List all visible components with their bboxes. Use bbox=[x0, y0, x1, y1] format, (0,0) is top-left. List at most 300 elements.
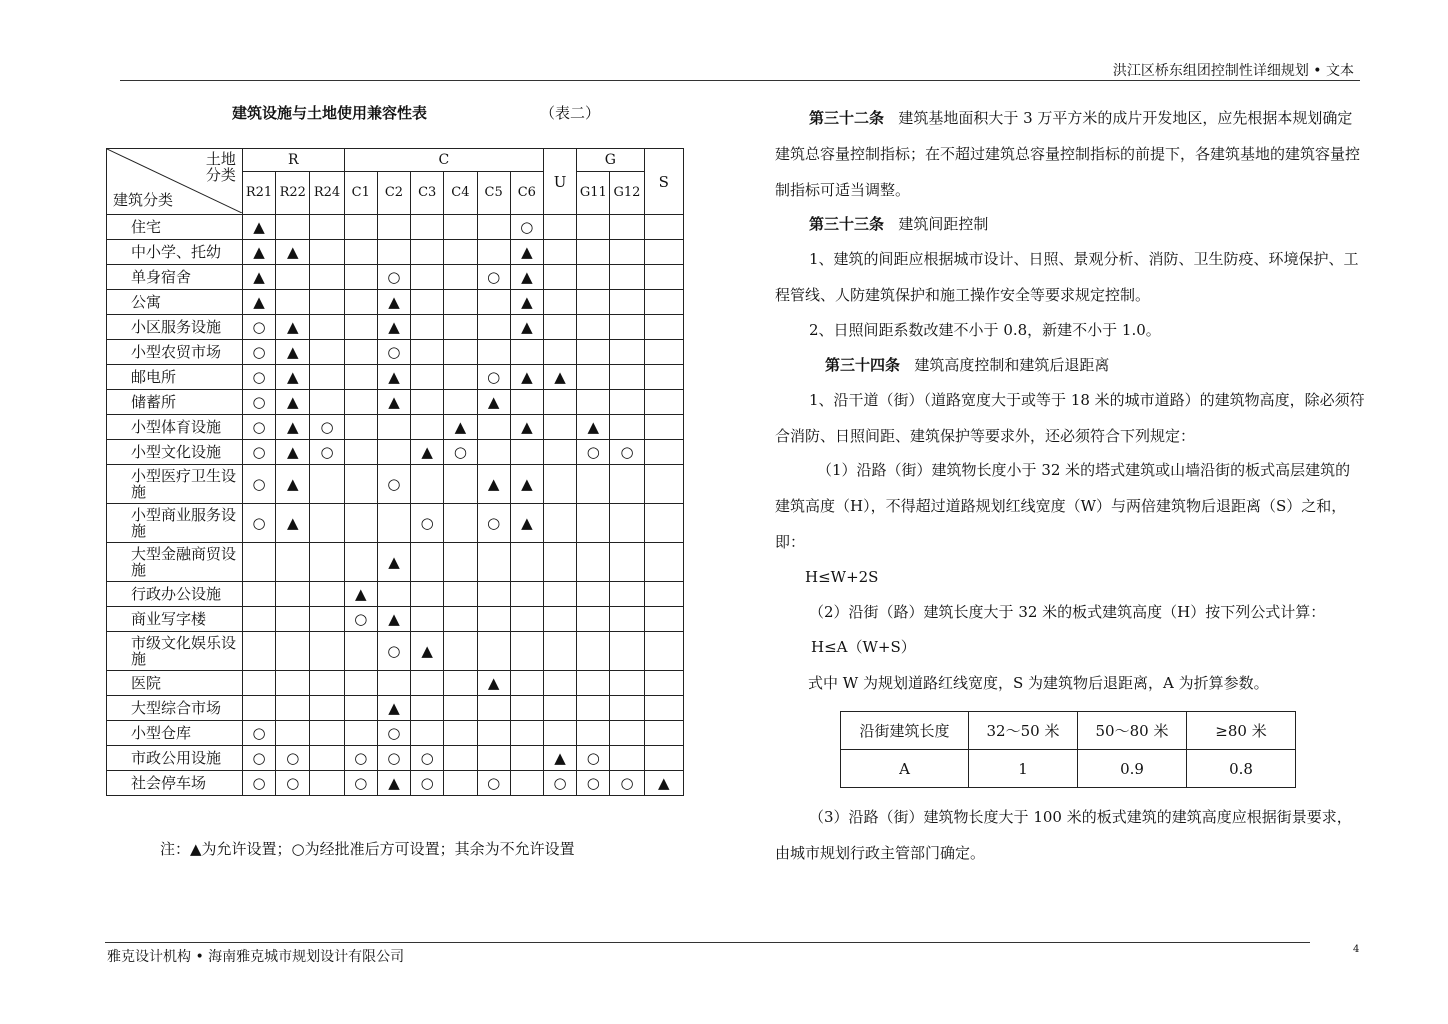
empty-cell bbox=[310, 340, 344, 365]
table-row bbox=[107, 240, 684, 265]
empty-cell bbox=[344, 465, 377, 504]
empty-cell bbox=[543, 215, 576, 240]
param-header: 50～80 米 bbox=[1078, 712, 1187, 750]
footer-organization: 雅克设计机构 • 海南雅克城市规划设计有限公司 bbox=[107, 949, 405, 965]
table-row bbox=[107, 632, 684, 671]
empty-cell bbox=[310, 390, 344, 415]
empty-cell bbox=[276, 696, 310, 721]
article-34-title: 第三十四条 bbox=[825, 356, 901, 374]
col-header: C3 bbox=[411, 172, 444, 215]
permitted-mark: ▲ bbox=[377, 290, 410, 315]
empty-cell bbox=[444, 746, 477, 771]
footer-rule bbox=[105, 942, 1310, 943]
empty-cell bbox=[310, 465, 344, 504]
permitted-mark: ▲ bbox=[377, 543, 410, 582]
empty-cell bbox=[344, 696, 377, 721]
empty-cell bbox=[477, 543, 510, 582]
empty-cell bbox=[411, 340, 444, 365]
empty-cell bbox=[377, 240, 410, 265]
conditional-mark: ○ bbox=[242, 365, 275, 390]
formula-1: H≤W+2S bbox=[805, 568, 879, 586]
conditional-mark: ○ bbox=[477, 365, 510, 390]
table-title: 建筑设施与土地使用兼容性表 bbox=[232, 104, 428, 122]
permitted-mark: ▲ bbox=[510, 415, 543, 440]
article-32-body: 建筑基地面积大于 3 万平方米的成片开发地区，应先根据本规划确定建筑总容量控制指标；在不超过建筑总容量控制指标的前提下，各建筑基地的建筑容量控制指标可适当调整。 bbox=[775, 109, 1361, 199]
conditional-mark: ○ bbox=[377, 632, 410, 671]
empty-cell bbox=[577, 340, 610, 365]
empty-cell bbox=[444, 465, 477, 504]
conditional-mark: ○ bbox=[477, 771, 510, 796]
empty-cell bbox=[577, 721, 610, 746]
empty-cell bbox=[344, 543, 377, 582]
empty-cell bbox=[242, 671, 275, 696]
empty-cell bbox=[510, 632, 543, 671]
article-33-para-2: 2、日照间距系数改建不小于 0.8，新建不小于 1.0。 bbox=[809, 321, 1161, 339]
permitted-mark: ▲ bbox=[510, 465, 543, 504]
conditional-mark: ○ bbox=[510, 215, 543, 240]
empty-cell bbox=[577, 671, 610, 696]
empty-cell bbox=[411, 215, 444, 240]
empty-cell bbox=[543, 607, 576, 632]
row-label: 小型体育设施 bbox=[107, 415, 243, 440]
empty-cell bbox=[477, 746, 510, 771]
conditional-mark: ○ bbox=[477, 504, 510, 543]
empty-cell bbox=[610, 290, 644, 315]
col-header: G11 bbox=[577, 172, 610, 215]
permitted-mark: ▲ bbox=[510, 315, 543, 340]
empty-cell bbox=[644, 240, 683, 265]
empty-cell bbox=[377, 415, 410, 440]
empty-cell bbox=[310, 746, 344, 771]
conditional-mark: ○ bbox=[242, 340, 275, 365]
empty-cell bbox=[644, 746, 683, 771]
empty-cell bbox=[477, 315, 510, 340]
table-subtitle: （表二） bbox=[540, 104, 601, 122]
permitted-mark: ▲ bbox=[644, 771, 683, 796]
table-row bbox=[107, 365, 684, 390]
article-34-para-1: 1、沿干道（街）（道路宽度大于或等于 18 米的城市道路）的建筑物高度，除必须符合消防、日照间距、建筑保护等要求外，还必须符合下列规定： bbox=[775, 391, 1365, 445]
group-header-r: R bbox=[242, 149, 344, 172]
empty-cell bbox=[411, 315, 444, 340]
group-header-g: G bbox=[577, 149, 644, 172]
empty-cell bbox=[610, 340, 644, 365]
row-label: 住宅 bbox=[107, 215, 243, 240]
empty-cell bbox=[276, 215, 310, 240]
conditional-mark: ○ bbox=[377, 340, 410, 365]
empty-cell bbox=[377, 671, 410, 696]
empty-cell bbox=[344, 440, 377, 465]
empty-cell bbox=[444, 340, 477, 365]
empty-cell bbox=[543, 315, 576, 340]
row-label: 大型金融商贸设施 bbox=[107, 543, 243, 582]
conditional-mark: ○ bbox=[377, 721, 410, 746]
empty-cell bbox=[610, 465, 644, 504]
empty-cell bbox=[610, 315, 644, 340]
conditional-mark: ○ bbox=[543, 771, 576, 796]
empty-cell bbox=[610, 365, 644, 390]
table-row bbox=[107, 315, 684, 340]
empty-cell bbox=[310, 215, 344, 240]
empty-cell bbox=[242, 582, 275, 607]
table-row bbox=[107, 771, 684, 796]
permitted-mark: ▲ bbox=[510, 265, 543, 290]
permitted-mark: ▲ bbox=[276, 315, 310, 340]
table-row bbox=[107, 265, 684, 290]
conditional-mark: ○ bbox=[444, 440, 477, 465]
conditional-mark: ○ bbox=[310, 440, 344, 465]
col-header: R22 bbox=[276, 172, 310, 215]
empty-cell bbox=[510, 440, 543, 465]
empty-cell bbox=[444, 215, 477, 240]
empty-cell bbox=[543, 390, 576, 415]
empty-cell bbox=[644, 215, 683, 240]
conditional-mark: ○ bbox=[276, 771, 310, 796]
table-row bbox=[107, 746, 684, 771]
empty-cell bbox=[377, 440, 410, 465]
empty-cell bbox=[543, 632, 576, 671]
empty-cell bbox=[644, 340, 683, 365]
article-34 bbox=[775, 347, 1365, 383]
empty-cell bbox=[610, 671, 644, 696]
table-row bbox=[107, 721, 684, 746]
row-label: 市级文化娱乐设施 bbox=[107, 632, 243, 671]
empty-cell bbox=[644, 415, 683, 440]
row-label: 小型仓库 bbox=[107, 721, 243, 746]
conditional-mark: ○ bbox=[310, 415, 344, 440]
table-row bbox=[107, 671, 684, 696]
empty-cell bbox=[411, 607, 444, 632]
table-row bbox=[107, 465, 684, 504]
empty-cell bbox=[411, 543, 444, 582]
empty-cell bbox=[543, 465, 576, 504]
group-header-u: U bbox=[543, 149, 576, 215]
permitted-mark: ▲ bbox=[242, 265, 275, 290]
empty-cell bbox=[543, 340, 576, 365]
conditional-mark: ○ bbox=[377, 465, 410, 504]
empty-cell bbox=[577, 315, 610, 340]
empty-cell bbox=[276, 543, 310, 582]
article-34-para-5: （3）沿路（街）建筑物长度大于 100 米的板式建筑的建筑高度应根据街景要求，由城市规划行政主管部门确定。 bbox=[775, 808, 1352, 862]
table-row bbox=[107, 415, 684, 440]
empty-cell bbox=[377, 504, 410, 543]
table-row bbox=[107, 390, 684, 415]
table-row bbox=[107, 215, 684, 240]
conditional-mark: ○ bbox=[242, 415, 275, 440]
row-label: 大型综合市场 bbox=[107, 696, 243, 721]
col-header: C2 bbox=[377, 172, 410, 215]
permitted-mark: ▲ bbox=[477, 671, 510, 696]
empty-cell bbox=[577, 504, 610, 543]
empty-cell bbox=[543, 721, 576, 746]
row-label: 中小学、托幼 bbox=[107, 240, 243, 265]
permitted-mark: ▲ bbox=[344, 582, 377, 607]
empty-cell bbox=[610, 504, 644, 543]
empty-cell bbox=[610, 543, 644, 582]
page-number: 4 bbox=[1353, 944, 1360, 955]
empty-cell bbox=[344, 290, 377, 315]
article-34-para-2: （1）沿路（街）建筑物长度小于 32 米的塔式建筑或山墙沿街的板式高层建筑的建筑高度（H），不得超过道路规划红线宽度（W）与两倍建筑物后退距离（S）之和，即： bbox=[775, 461, 1351, 551]
empty-cell bbox=[242, 543, 275, 582]
empty-cell bbox=[610, 265, 644, 290]
col-header: C4 bbox=[444, 172, 477, 215]
row-label: 单身宿舍 bbox=[107, 265, 243, 290]
empty-cell bbox=[444, 315, 477, 340]
table-note: 注：▲为允许设置；○为经批准后方可设置；其余为不允许设置 bbox=[160, 840, 575, 858]
empty-cell bbox=[477, 415, 510, 440]
table-row bbox=[107, 340, 684, 365]
conditional-mark: ○ bbox=[577, 771, 610, 796]
empty-cell bbox=[477, 440, 510, 465]
empty-cell bbox=[344, 365, 377, 390]
corner-building-label: 建筑分类 bbox=[113, 191, 174, 209]
article-33-heading: 建筑间距控制 bbox=[898, 215, 989, 233]
empty-cell bbox=[543, 696, 576, 721]
permitted-mark: ▲ bbox=[276, 504, 310, 543]
row-label: 小型文化设施 bbox=[107, 440, 243, 465]
empty-cell bbox=[577, 696, 610, 721]
empty-cell bbox=[644, 365, 683, 390]
conditional-mark: ○ bbox=[242, 390, 275, 415]
empty-cell bbox=[610, 632, 644, 671]
permitted-mark: ▲ bbox=[276, 390, 310, 415]
empty-cell bbox=[644, 671, 683, 696]
empty-cell bbox=[610, 746, 644, 771]
article-34-para-4: 式中 W 为规划道路红线宽度，S 为建筑物后退距离，A 为折算参数。 bbox=[808, 674, 1269, 692]
empty-cell bbox=[543, 240, 576, 265]
empty-cell bbox=[444, 265, 477, 290]
conditional-mark: ○ bbox=[477, 265, 510, 290]
empty-cell bbox=[644, 315, 683, 340]
empty-cell bbox=[644, 607, 683, 632]
empty-cell bbox=[543, 440, 576, 465]
permitted-mark: ▲ bbox=[411, 440, 444, 465]
empty-cell bbox=[444, 632, 477, 671]
empty-cell bbox=[477, 632, 510, 671]
param-cell: 1 bbox=[969, 750, 1078, 788]
article-32-title: 第三十二条 bbox=[809, 109, 885, 127]
empty-cell bbox=[276, 290, 310, 315]
col-header: R21 bbox=[242, 172, 275, 215]
empty-cell bbox=[477, 215, 510, 240]
empty-cell bbox=[276, 265, 310, 290]
empty-cell bbox=[276, 607, 310, 632]
permitted-mark: ▲ bbox=[276, 465, 310, 504]
empty-cell bbox=[610, 607, 644, 632]
conditional-mark: ○ bbox=[377, 746, 410, 771]
article-34-heading: 建筑高度控制和建筑后退距离 bbox=[914, 356, 1110, 374]
empty-cell bbox=[444, 671, 477, 696]
empty-cell bbox=[310, 607, 344, 632]
empty-cell bbox=[577, 215, 610, 240]
empty-cell bbox=[310, 632, 344, 671]
permitted-mark: ▲ bbox=[377, 365, 410, 390]
table-row bbox=[107, 440, 684, 465]
empty-cell bbox=[310, 721, 344, 746]
permitted-mark: ▲ bbox=[276, 240, 310, 265]
empty-cell bbox=[411, 240, 444, 265]
empty-cell bbox=[444, 721, 477, 746]
conditional-mark: ○ bbox=[276, 746, 310, 771]
empty-cell bbox=[344, 315, 377, 340]
empty-cell bbox=[577, 543, 610, 582]
permitted-mark: ▲ bbox=[242, 290, 275, 315]
empty-cell bbox=[644, 465, 683, 504]
conditional-mark: ○ bbox=[242, 721, 275, 746]
empty-cell bbox=[477, 582, 510, 607]
param-cell: A bbox=[841, 750, 969, 788]
empty-cell bbox=[344, 671, 377, 696]
empty-cell bbox=[276, 721, 310, 746]
empty-cell bbox=[510, 582, 543, 607]
empty-cell bbox=[344, 215, 377, 240]
empty-cell bbox=[310, 543, 344, 582]
empty-cell bbox=[310, 696, 344, 721]
param-header: ≥80 米 bbox=[1187, 712, 1296, 750]
permitted-mark: ▲ bbox=[377, 390, 410, 415]
permitted-mark: ▲ bbox=[276, 365, 310, 390]
empty-cell bbox=[510, 607, 543, 632]
empty-cell bbox=[310, 290, 344, 315]
permitted-mark: ▲ bbox=[510, 504, 543, 543]
empty-cell bbox=[610, 721, 644, 746]
conditional-mark: ○ bbox=[411, 746, 444, 771]
conditional-mark: ○ bbox=[242, 440, 275, 465]
empty-cell bbox=[610, 215, 644, 240]
row-label: 小型商业服务设施 bbox=[107, 504, 243, 543]
empty-cell bbox=[310, 265, 344, 290]
empty-cell bbox=[242, 632, 275, 671]
empty-cell bbox=[276, 582, 310, 607]
empty-cell bbox=[610, 696, 644, 721]
param-header: 32～50 米 bbox=[969, 712, 1078, 750]
row-label: 医院 bbox=[107, 671, 243, 696]
table-row bbox=[107, 607, 684, 632]
formula-2: H≤A（W+S） bbox=[811, 638, 916, 656]
empty-cell bbox=[411, 290, 444, 315]
permitted-mark: ▲ bbox=[510, 365, 543, 390]
empty-cell bbox=[477, 696, 510, 721]
empty-cell bbox=[444, 582, 477, 607]
article-33-title: 第三十三条 bbox=[809, 215, 885, 233]
empty-cell bbox=[644, 721, 683, 746]
col-header: R24 bbox=[310, 172, 344, 215]
corner-land-label: 土地 分类 bbox=[205, 150, 236, 184]
conditional-mark: ○ bbox=[377, 265, 410, 290]
permitted-mark: ▲ bbox=[276, 415, 310, 440]
empty-cell bbox=[577, 265, 610, 290]
table-row bbox=[107, 504, 684, 543]
empty-cell bbox=[543, 265, 576, 290]
permitted-mark: ▲ bbox=[377, 607, 410, 632]
article-32 bbox=[775, 100, 1365, 208]
col-header: C6 bbox=[510, 172, 543, 215]
empty-cell bbox=[411, 465, 444, 504]
empty-cell bbox=[444, 504, 477, 543]
table-row bbox=[107, 290, 684, 315]
row-label: 公寓 bbox=[107, 290, 243, 315]
empty-cell bbox=[510, 746, 543, 771]
empty-cell bbox=[377, 582, 410, 607]
permitted-mark: ▲ bbox=[477, 390, 510, 415]
empty-cell bbox=[477, 607, 510, 632]
empty-cell bbox=[344, 240, 377, 265]
article-33-para-1: 1、建筑的间距应根据城市设计、日照、景观分析、消防、卫生防疫、环境保护、工程管线、人防建筑保护和施工操作安全等要求规定控制。 bbox=[775, 250, 1359, 304]
empty-cell bbox=[444, 240, 477, 265]
permitted-mark: ▲ bbox=[510, 290, 543, 315]
empty-cell bbox=[411, 265, 444, 290]
empty-cell bbox=[543, 582, 576, 607]
empty-cell bbox=[377, 215, 410, 240]
empty-cell bbox=[543, 671, 576, 696]
empty-cell bbox=[510, 390, 543, 415]
empty-cell bbox=[610, 240, 644, 265]
empty-cell bbox=[411, 365, 444, 390]
empty-cell bbox=[543, 504, 576, 543]
document-title: 洪江区桥东组团控制性详细规划 • 文本 bbox=[1112, 63, 1354, 79]
empty-cell bbox=[477, 290, 510, 315]
conditional-mark: ○ bbox=[242, 504, 275, 543]
conditional-mark: ○ bbox=[411, 771, 444, 796]
param-cell: 0.8 bbox=[1187, 750, 1296, 788]
permitted-mark: ▲ bbox=[411, 632, 444, 671]
col-header: G12 bbox=[610, 172, 644, 215]
row-label: 商业写字楼 bbox=[107, 607, 243, 632]
permitted-mark: ▲ bbox=[444, 415, 477, 440]
empty-cell bbox=[577, 390, 610, 415]
empty-cell bbox=[411, 582, 444, 607]
table-row bbox=[107, 582, 684, 607]
empty-cell bbox=[411, 671, 444, 696]
group-header-s: S bbox=[644, 149, 683, 215]
group-header-c: C bbox=[344, 149, 543, 172]
empty-cell bbox=[577, 607, 610, 632]
conditional-mark: ○ bbox=[344, 746, 377, 771]
permitted-mark: ▲ bbox=[543, 746, 576, 771]
empty-cell bbox=[276, 671, 310, 696]
empty-cell bbox=[344, 340, 377, 365]
empty-cell bbox=[444, 290, 477, 315]
row-label: 邮电所 bbox=[107, 365, 243, 390]
row-label: 小区服务设施 bbox=[107, 315, 243, 340]
conditional-mark: ○ bbox=[242, 465, 275, 504]
empty-cell bbox=[644, 582, 683, 607]
param-cell: 0.9 bbox=[1078, 750, 1187, 788]
conditional-mark: ○ bbox=[577, 746, 610, 771]
empty-cell bbox=[510, 671, 543, 696]
param-header: 沿街建筑长度 bbox=[841, 712, 969, 750]
empty-cell bbox=[644, 440, 683, 465]
empty-cell bbox=[644, 290, 683, 315]
empty-cell bbox=[510, 721, 543, 746]
conditional-mark: ○ bbox=[242, 315, 275, 340]
empty-cell bbox=[644, 543, 683, 582]
empty-cell bbox=[344, 504, 377, 543]
empty-cell bbox=[577, 365, 610, 390]
header-rule bbox=[120, 80, 1360, 81]
empty-cell bbox=[344, 390, 377, 415]
empty-cell bbox=[411, 415, 444, 440]
empty-cell bbox=[310, 315, 344, 340]
empty-cell bbox=[610, 415, 644, 440]
conditional-mark: ○ bbox=[577, 440, 610, 465]
permitted-mark: ▲ bbox=[276, 340, 310, 365]
conditional-mark: ○ bbox=[242, 771, 275, 796]
empty-cell bbox=[344, 415, 377, 440]
empty-cell bbox=[444, 365, 477, 390]
empty-cell bbox=[477, 340, 510, 365]
empty-cell bbox=[444, 390, 477, 415]
permitted-mark: ▲ bbox=[377, 696, 410, 721]
